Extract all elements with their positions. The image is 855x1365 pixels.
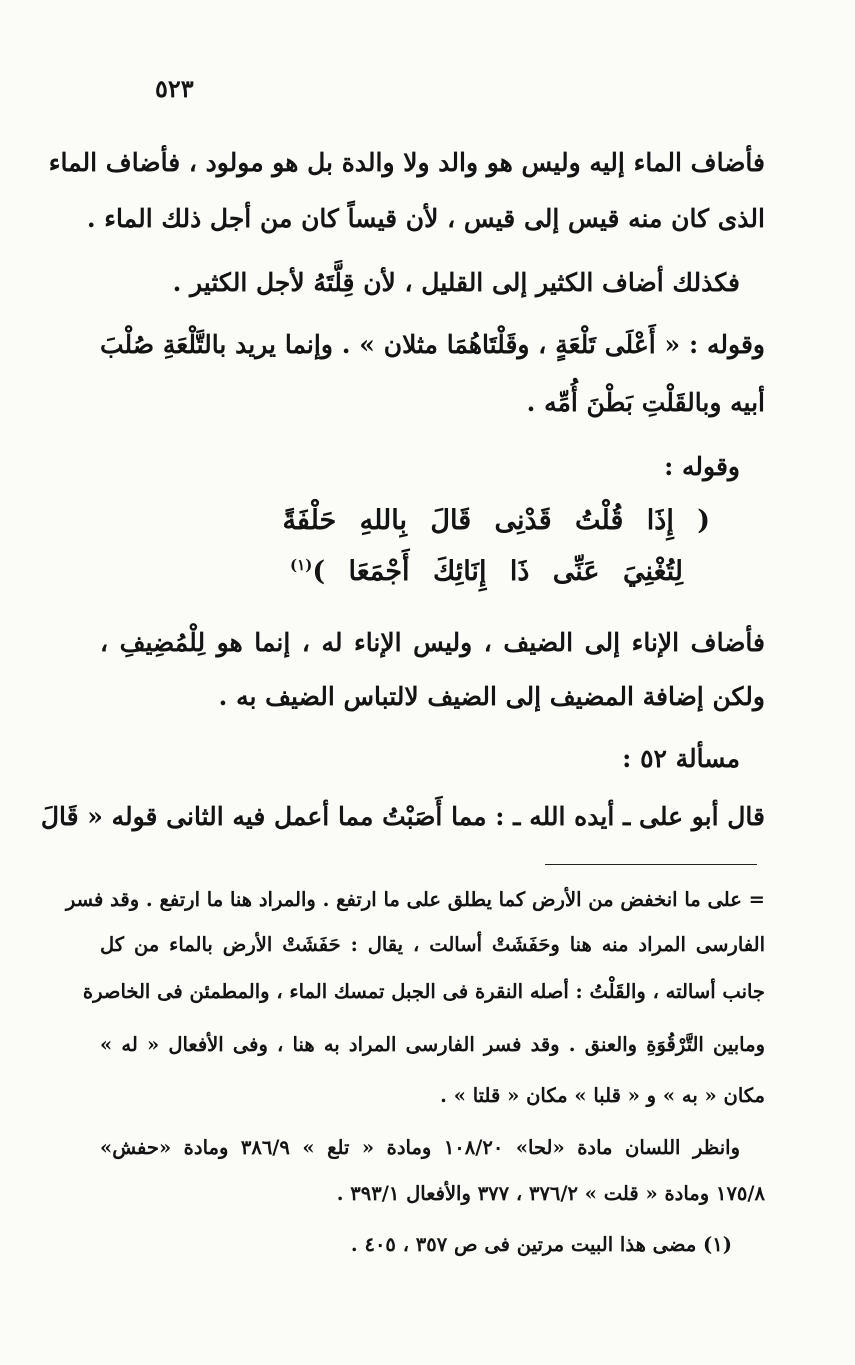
body-line: وقوله : « أَعْلَى تَلْعَةٍ ، وقَلْتَاهُمَا مثلان » . وإنما يريد بالتَّلْعَةِ صُلْبَ [100, 330, 765, 359]
footnote-line: (١) مضى هذا البيت مرتين فى ص ٣٥٧ ، ٤٠٥ . [350, 1233, 732, 1256]
body-line: قال أبو على ـ أيده الله ـ : مما أَصَبْتُ مما أعمل فيه الثانى قوله « قَالَ [40, 802, 765, 831]
footnote-line: وانظر اللسان مادة «لحا» ١٠٨/٢٠ ومادة « تلع » ٣٨٦/٩ ومادة «حفش» [100, 1136, 740, 1159]
footnote-divider [545, 864, 757, 865]
body-line: وقوله : [664, 452, 740, 481]
footnote-line: = على ما انخفض من الأرض كما يطلق على ما ارتفع . والمراد هنا ما ارتفع . وقد فسر [65, 888, 765, 911]
footnote-line: الفارسى المراد منه هنا وحَفَشَتْ أسالت ، يقال : حَفَشَتْ الأرض بالماء من كل [100, 933, 765, 956]
body-line: فأضاف الإناء إلى الضيف ، وليس الإناء له ، إنما هو لِلْمُضِيفِ ، [100, 628, 765, 657]
verse-line: ( إِذَا قُلْتُ قَدْنِى قَالَ بِاللهِ حَلْفَةً [282, 505, 710, 536]
page-number: ٥٢٣ [155, 74, 194, 103]
footnote-ref: (١) [290, 556, 313, 574]
body-line: أبيه وبالقَلْتِ بَطْنَ أُمِّه . [526, 388, 765, 417]
footnote-line: ومابين التَّرْقُوَةِ والعنق . وقد فسر الفارسى المراد به هنا ، وفى الأفعال « له » [100, 1033, 765, 1056]
footnote-line: جانب أسالته ، والقَلْتُ : أصله النقرة فى الجبل تمسك الماء ، والمطمئن فى الخاصرة [82, 980, 765, 1003]
section-heading: مسألة ٥٢ : [622, 744, 740, 773]
body-line: فكذلك أضاف الكثير إلى القليل ، لأن قِلَّتَهُ لأجل الكثير . [172, 268, 740, 297]
body-line: فأضاف الماء إليه وليس هو والد ولا والدة بل هو مولود ، فأضاف الماء [48, 148, 765, 177]
verse-text: لِتُغْنِيَ عَنِّى ذَا إِنَائِكَ أَجْمَعَا ) [312, 556, 683, 587]
footnote-line: ١٧٥/٨ ومادة « قلت » ٣٧٦/٢ ، ٣٧٧ والأفعال ٣٩٣/١ . [336, 1182, 765, 1205]
footnote-line: مكان « به » و « قلبا » مكان « قلتا » . [440, 1084, 765, 1107]
body-line: الذى كان منه قيس إلى قيس ، لأن قيساً كان من أجل ذلك الماء . [86, 204, 765, 233]
body-line: ولكن إضافة المضيف إلى الضيف لالتباس الضيف به . [218, 682, 765, 711]
verse-line [290, 556, 683, 587]
